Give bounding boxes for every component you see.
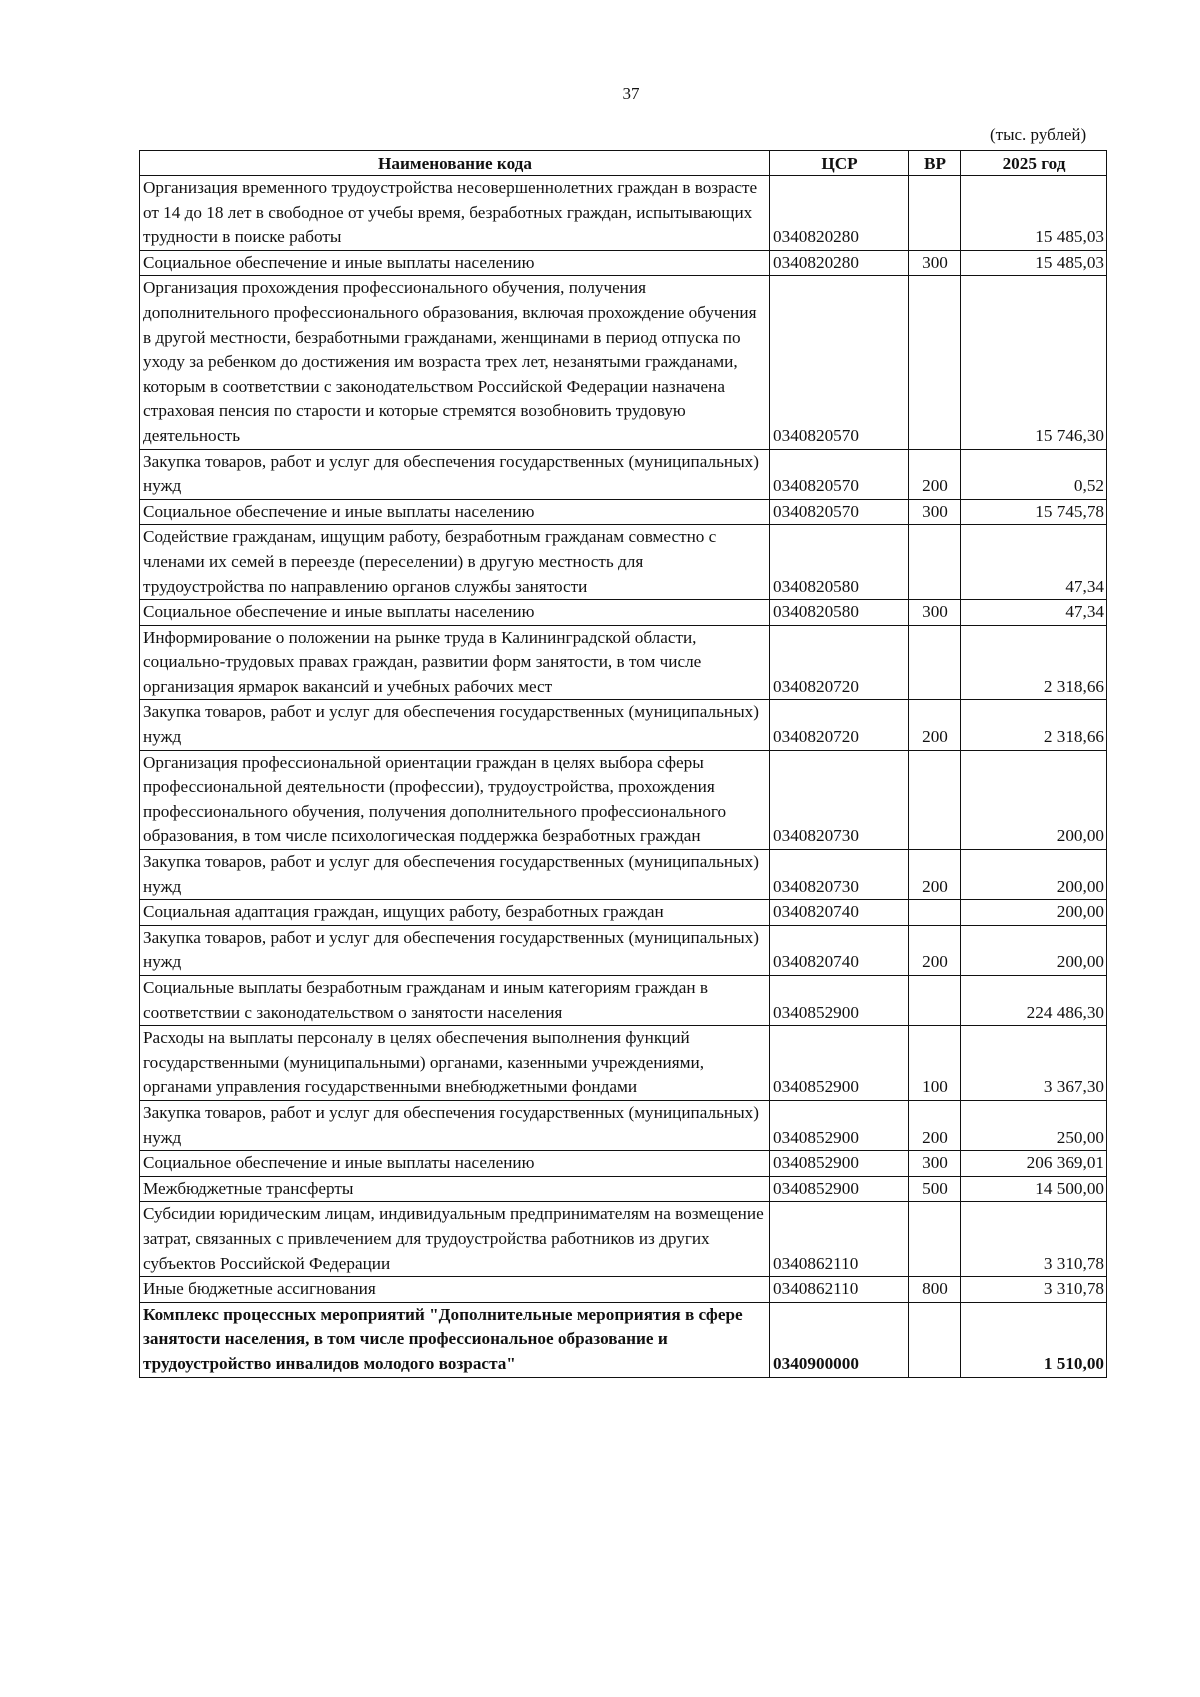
table-row [140, 1277, 1107, 1303]
row-csr-cell: 0340852900 [770, 1176, 909, 1202]
row-sum-cell: 2 318,66 [961, 700, 1107, 750]
row-name-cell: Информирование о положении на рынке труда в Калининградской области, социально-трудовых правах граждан, развитии форм занятости, в том числе организация ярмарок вакансий и учебных рабочих мест [140, 625, 770, 700]
row-csr-cell: 0340900000 [770, 1302, 909, 1377]
row-sum-cell: 15 485,03 [961, 176, 1107, 251]
row-csr-cell: 0340820740 [770, 925, 909, 975]
row-csr-cell: 0340820580 [770, 600, 909, 626]
row-vr-cell [909, 750, 961, 849]
row-name-cell: Межбюджетные трансферты [140, 1176, 770, 1202]
row-sum-cell: 224 486,30 [961, 976, 1107, 1026]
row-name-cell: Социальное обеспечение и иные выплаты населению [140, 1151, 770, 1177]
row-sum-cell: 3 310,78 [961, 1277, 1107, 1303]
row-sum-cell: 15 745,78 [961, 499, 1107, 525]
row-vr-cell [909, 900, 961, 926]
table-row [140, 1151, 1107, 1177]
row-sum-cell: 200,00 [961, 750, 1107, 849]
table-row [140, 276, 1107, 449]
row-sum-cell: 2 318,66 [961, 625, 1107, 700]
row-csr-cell: 0340820580 [770, 525, 909, 600]
row-sum-cell: 15 746,30 [961, 276, 1107, 449]
header-csr: ЦСР [770, 151, 909, 176]
row-csr-cell: 0340820280 [770, 250, 909, 276]
row-sum-cell: 200,00 [961, 850, 1107, 900]
row-csr-cell: 0340852900 [770, 976, 909, 1026]
row-csr-cell: 0340852900 [770, 1026, 909, 1101]
header-vr: ВР [909, 151, 961, 176]
row-name-cell: Субсидии юридическим лицам, индивидуальным предпринимателям на возмещение затрат, связанных с привлечением для трудоустройства работников из других субъектов Российской Федерации [140, 1202, 770, 1277]
row-vr-cell: 300 [909, 499, 961, 525]
row-vr-cell [909, 525, 961, 600]
row-name-cell: Закупка товаров, работ и услуг для обеспечения государственных (муниципальных) нужд [140, 1100, 770, 1150]
row-sum-cell: 0,52 [961, 449, 1107, 499]
row-sum-cell: 15 485,03 [961, 250, 1107, 276]
row-name-cell: Закупка товаров, работ и услуг для обеспечения государственных (муниципальных) нужд [140, 449, 770, 499]
row-name-cell: Социальная адаптация граждан, ищущих работу, безработных граждан [140, 900, 770, 926]
table-body [140, 176, 1107, 1378]
table-header-row [140, 151, 1107, 176]
row-sum-cell: 47,34 [961, 600, 1107, 626]
table-row [140, 850, 1107, 900]
row-vr-cell: 100 [909, 1026, 961, 1101]
row-name-cell: Содействие гражданам, ищущим работу, безработным гражданам совместно с членами их семей в переезде (переселении) в другую местность для трудоустройства по направлению органов службы занятости [140, 525, 770, 600]
row-name-cell: Социальное обеспечение и иные выплаты населению [140, 250, 770, 276]
units-label: (тыс. рублей) [990, 125, 1087, 144]
row-csr-cell: 0340852900 [770, 1151, 909, 1177]
row-vr-cell [909, 1202, 961, 1277]
row-csr-cell: 0340820570 [770, 499, 909, 525]
row-sum-cell: 250,00 [961, 1100, 1107, 1150]
row-csr-cell: 0340820740 [770, 900, 909, 926]
row-name-cell: Организация профессиональной ориентации граждан в целях выбора сферы профессиональной деятельности (профессии), трудоустройства, прохождения профессионального обучения, получения дополнительного профессионального образования, в том числе психологическая поддержка безработных граждан [140, 750, 770, 849]
row-sum-cell: 206 369,01 [961, 1151, 1107, 1177]
row-vr-cell: 200 [909, 850, 961, 900]
row-name-cell: Иные бюджетные ассигнования [140, 1277, 770, 1303]
row-name-cell: Организация временного трудоустройства несовершеннолетних граждан в возрасте от 14 до 18 лет в свободное от учебы время, безработных граждан, испытывающих трудности в поиске работы [140, 176, 770, 251]
row-vr-cell: 200 [909, 925, 961, 975]
row-name-cell: Закупка товаров, работ и услуг для обеспечения государственных (муниципальных) нужд [140, 700, 770, 750]
row-sum-cell: 3 367,30 [961, 1026, 1107, 1101]
row-vr-cell [909, 176, 961, 251]
row-vr-cell: 300 [909, 1151, 961, 1177]
row-vr-cell: 800 [909, 1277, 961, 1303]
header-year: 2025 год [961, 151, 1107, 176]
row-vr-cell: 300 [909, 250, 961, 276]
row-name-cell: Социальное обеспечение и иные выплаты населению [140, 600, 770, 626]
row-name-cell: Закупка товаров, работ и услуг для обеспечения государственных (муниципальных) нужд [140, 925, 770, 975]
page-number: 37 [622, 84, 640, 103]
row-name-cell: Организация прохождения профессионального обучения, получения дополнительного профессионального образования, включая прохождение обучения в другой местности, безработными гражданами, женщинами в период отпуска по уходу за ребенком до достижения им возраста трех лет, незанятыми гражданами, которым в соответствии с законодательством Российской Федерации назначена страховая пенсия по старости и которые стремятся возобновить трудовую деятельность [140, 276, 770, 449]
table-row [140, 499, 1107, 525]
row-csr-cell: 0340820730 [770, 850, 909, 900]
table-row [140, 750, 1107, 849]
table-row [140, 1302, 1107, 1377]
row-vr-cell: 200 [909, 1100, 961, 1150]
row-csr-cell: 0340820720 [770, 700, 909, 750]
row-vr-cell: 200 [909, 700, 961, 750]
row-csr-cell: 0340820720 [770, 625, 909, 700]
table-row [140, 1176, 1107, 1202]
row-sum-cell: 3 310,78 [961, 1202, 1107, 1277]
table-row [140, 925, 1107, 975]
row-name-cell: Расходы на выплаты персоналу в целях обеспечения выполнения функций государственными (муниципальными) органами, казенными учреждениями, органами управления государственными внебюджетными фондами [140, 1026, 770, 1101]
table-row [140, 900, 1107, 926]
row-csr-cell: 0340862110 [770, 1277, 909, 1303]
row-vr-cell: 300 [909, 600, 961, 626]
row-name-cell: Комплекс процессных мероприятий "Дополнительные мероприятия в сфере занятости населения, в том числе профессиональное образование и трудоустройство инвалидов молодого возраста" [140, 1302, 770, 1377]
table-row [140, 976, 1107, 1026]
row-sum-cell: 1 510,00 [961, 1302, 1107, 1377]
table-row [140, 449, 1107, 499]
row-name-cell: Социальное обеспечение и иные выплаты населению [140, 499, 770, 525]
row-sum-cell: 14 500,00 [961, 1176, 1107, 1202]
row-csr-cell: 0340820570 [770, 449, 909, 499]
row-sum-cell: 200,00 [961, 900, 1107, 926]
row-vr-cell [909, 625, 961, 700]
budget-table [139, 150, 1107, 1378]
row-name-cell: Социальные выплаты безработным гражданам и иным категориям граждан в соответствии с законодательством о занятости населения [140, 976, 770, 1026]
table-row [140, 700, 1107, 750]
row-vr-cell [909, 976, 961, 1026]
row-sum-cell: 47,34 [961, 525, 1107, 600]
table-row [140, 600, 1107, 626]
table-row [140, 1026, 1107, 1101]
row-csr-cell: 0340820280 [770, 176, 909, 251]
table-row [140, 625, 1107, 700]
row-csr-cell: 0340862110 [770, 1202, 909, 1277]
row-sum-cell: 200,00 [961, 925, 1107, 975]
row-csr-cell: 0340820730 [770, 750, 909, 849]
table-row [140, 1202, 1107, 1277]
row-vr-cell: 200 [909, 449, 961, 499]
table-row [140, 525, 1107, 600]
row-vr-cell [909, 1302, 961, 1377]
row-csr-cell: 0340852900 [770, 1100, 909, 1150]
table-row [140, 250, 1107, 276]
row-vr-cell: 500 [909, 1176, 961, 1202]
table-row [140, 176, 1107, 251]
row-csr-cell: 0340820570 [770, 276, 909, 449]
header-name: Наименование кода [140, 151, 770, 176]
row-vr-cell [909, 276, 961, 449]
table-row [140, 1100, 1107, 1150]
row-name-cell: Закупка товаров, работ и услуг для обеспечения государственных (муниципальных) нужд [140, 850, 770, 900]
